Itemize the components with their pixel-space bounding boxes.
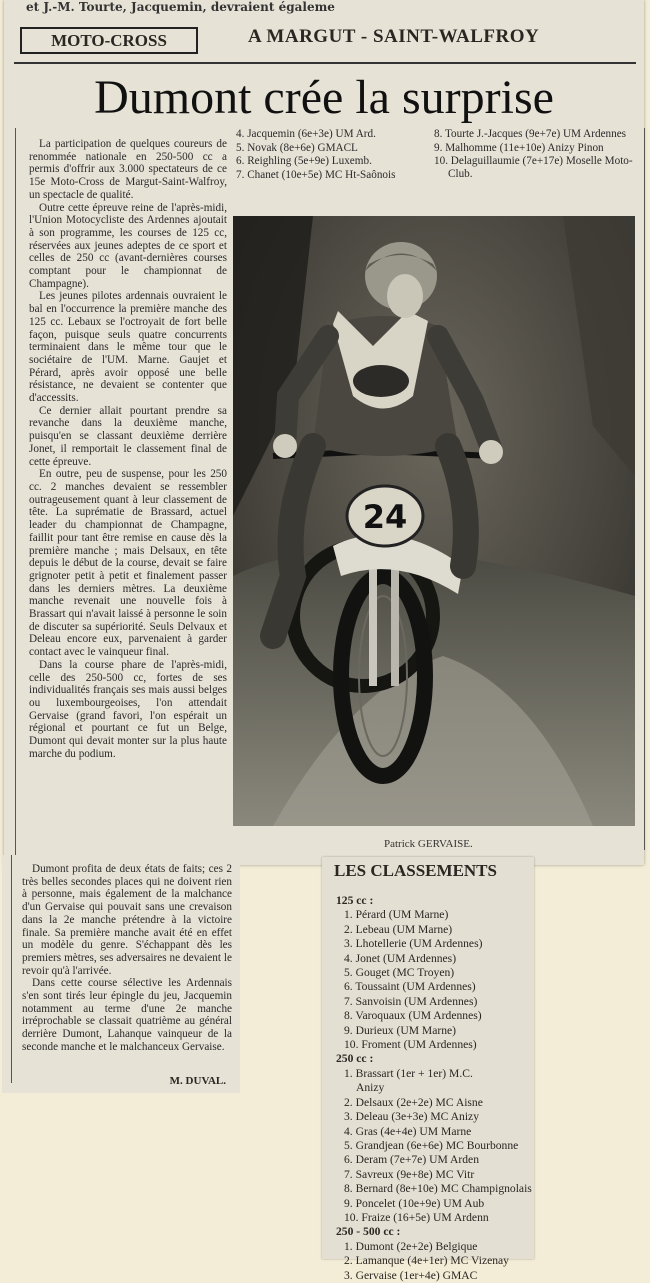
article-paragraph: Dumont profita de deux états de faits; ces 2 très belles secondes places qui ne doivent rien à personne, mais également de la malchance d'un Gervaise qui pouvait sans une crevaison dans la 2e manche prétendre à la victoire finale. Sa première manche avait été en effet un modèle du genre. S'échappant dès les premiers mètres, ses adversaires ne devaient le revoir qu'à l'arrivée. <box>22 863 232 977</box>
result-entry: 5. Novak (8e+6e) GMACL <box>236 141 358 154</box>
article-paragraph: En outre, peu de suspense, pour les 250 cc. 2 manches devaient se ressembler outrageusement quant à leur classement de tête. La suprématie de Brassard, actuel leader du championnat de Champagne, faillit pour tant être remise en cause dès la première manche ; mais Delsaux, en tête depuis le début de la course, devait se faire grignoter petit à petit et finalement passer dans les derniers mètres. La deuxième manche revenait une nouvelle fois à Brassart qui n'avait laissé à personne le soin de discuter sa supériorité. Seuls Delvaux et Deleau encore eux, parvenaient à garder contact avec le vainqueur final. <box>29 468 227 659</box>
result-entry: 7. Chanet (10e+5e) MC Ht-Saônois <box>236 169 396 182</box>
article-paragraph: Outre cette épreuve reine de l'après-midi, l'Union Motocycliste des Ardennes ajoutait à son programme, les courses de 125 cc, réservées aux jeunes adeptes de ce sport et celles de 250 cc (avant-dernières courses comptant pour le championnat de Champagne). <box>29 201 227 290</box>
top-strip-text: et J.-M. Tourte, Jacquemin, devraient égaleme <box>26 0 335 14</box>
classement-entry: 8. Bernard (8e+10e) MC Champignolais <box>344 1182 532 1196</box>
header-rule <box>14 62 636 64</box>
classement-entry: 8. Varoquaux (UM Ardennes) <box>344 1009 482 1023</box>
author-signature: M. DUVAL. <box>169 1075 226 1087</box>
classement-entry: 1. Brassart (1er + 1er) M.C. <box>344 1066 473 1080</box>
result-entry: 4. Jacquemin (6e+3e) UM Ard. <box>236 128 376 140</box>
article-paragraph: Dans la course phare de l'après-midi, celle des 250-500 cc, fortes de ses individualités français ses mais aussi belges ou luxembourgeoises, l'on attendait Gervaise (grand favori, l'on espérait un régional et pourtant ce fut un Belge, Dumont qui devait monter sur la plus haute marche du podium. <box>29 658 227 760</box>
result-entry: 6. Reighling (5e+9e) Luxemb. <box>236 155 372 168</box>
classement-entry: 5. Gouget (MC Troyen) <box>344 966 455 980</box>
classement-entry: Anizy <box>356 1081 385 1095</box>
classement-entry: 4. Gras (4e+4e) UM Marne <box>344 1124 472 1138</box>
result-entry: 8. Tourte J.-Jacques (9e+7e) UM Ardennes <box>434 128 627 140</box>
headline: Dumont crée la surprise <box>94 71 554 124</box>
article-paragraph: Ce dernier allait pourtant prendre sa revanche dans la deuxième manche, puisqu'en se classant deuxième derrière Jonet, il remportait le classement final de cette épreuve. <box>29 404 227 468</box>
column-frame-lower <box>11 855 12 1083</box>
section-rubric: MOTO-CROSS <box>20 27 198 54</box>
column-frame-right <box>644 128 645 850</box>
plate-number: 24 <box>362 498 408 536</box>
rider-photo <box>233 216 635 826</box>
article-paragraph: Les jeunes pilotes ardennais ouvraient le bal en l'occurrence la première manche des 125 cc. Lebaux se l'octroyait de fort belle façon, puisque seuls quatre concurrents terminaient dans le même tour que le sociétaire de l'UM. Marne. Gaujet et Pérard, après avoir opposé une belle résistance, ne devaient se contenter que d'accessits. <box>29 290 227 405</box>
classement-entry: 1. Pérard (UM Marne) <box>344 908 449 922</box>
photo-caption: Patrick GERVAISE. <box>384 838 473 850</box>
event-location: A MARGUT - SAINT-WALFROY <box>248 26 540 47</box>
column-frame-left <box>15 128 16 858</box>
article-continuation-clipping <box>2 855 240 1093</box>
category-label: 250 - 500 cc : <box>336 1225 401 1239</box>
rider-photo-image <box>233 216 635 826</box>
article-paragraph: La participation de quelques coureurs de renommée nationale en 250-500 cc a permis d'offrir aux 3.000 spectateurs de ce 15e Moto-Cross de Margut-Saint-Walfroy, un spectacle de qualité. <box>29 138 227 201</box>
main-clipping <box>4 0 644 865</box>
classement-entry: 2. Delsaux (2e+2e) MC Aisne <box>344 1095 483 1109</box>
classement-entry: 6. Deram (7e+7e) UM Arden <box>344 1153 479 1167</box>
classement-entry: 10. Fraize (16+5e) UM Ardenn <box>344 1210 489 1224</box>
article-body <box>29 138 227 760</box>
results-column-b <box>434 128 634 182</box>
category-label: 250 cc : <box>336 1052 374 1066</box>
category-label: 125 cc : <box>336 894 374 907</box>
classement-entry: 2. Lamanque (4e+1er) MC Vizenay <box>344 1254 509 1268</box>
classement-entry: 4. Jonet (UM Ardennes) <box>344 951 457 965</box>
result-entry: 10. Delaguillaumie (7e+17e) Moselle Moto-Club. <box>434 155 633 181</box>
classement-entry: 10. Froment (UM Ardennes) <box>344 1038 477 1052</box>
classement-entry: 3. Gervaise (1er+4e) GMAC <box>344 1268 478 1282</box>
article-continuation <box>22 863 232 1054</box>
classement-entry: 3. Lhotellerie (UM Ardennes) <box>344 937 483 951</box>
classement-entry: 9. Durieux (UM Marne) <box>344 1023 457 1037</box>
classements-list <box>336 894 556 1283</box>
classement-entry: 5. Grandjean (6e+6e) MC Bourbonne <box>344 1138 519 1152</box>
classement-entry: 9. Poncelet (10e+9e) UM Aub <box>344 1196 485 1210</box>
classements-clipping <box>322 857 534 1282</box>
result-entry: 9. Malhomme (11e+10e) Anizy Pinon <box>434 141 604 154</box>
classement-entry: 3. Deleau (3e+3e) MC Anizy <box>344 1110 479 1124</box>
classement-entry: 7. Sanvoisin (UM Ardennes) <box>344 994 478 1008</box>
classement-entry: 6. Toussaint (UM Ardennes) <box>344 980 476 994</box>
results-column-a <box>236 128 432 183</box>
classement-entry: 2. Lebeau (UM Marne) <box>344 922 453 936</box>
classement-entry: 1. Dumont (2e+2e) Belgique <box>344 1239 478 1253</box>
classements-title: LES CLASSEMENTS <box>334 861 497 880</box>
classement-entry: 7. Savreux (9e+8e) MC Vitr <box>344 1167 475 1181</box>
article-paragraph: Dans cette course sélective les Ardennais s'en sont tirés leur épingle du jeu, Jacquemin notamment au terme d'une 2e manche irréprochable se classait quatrième au général derrière Dumont, Lahanque vainqueur de la seconde manche et le malchanceux Gervaise. <box>22 977 232 1053</box>
